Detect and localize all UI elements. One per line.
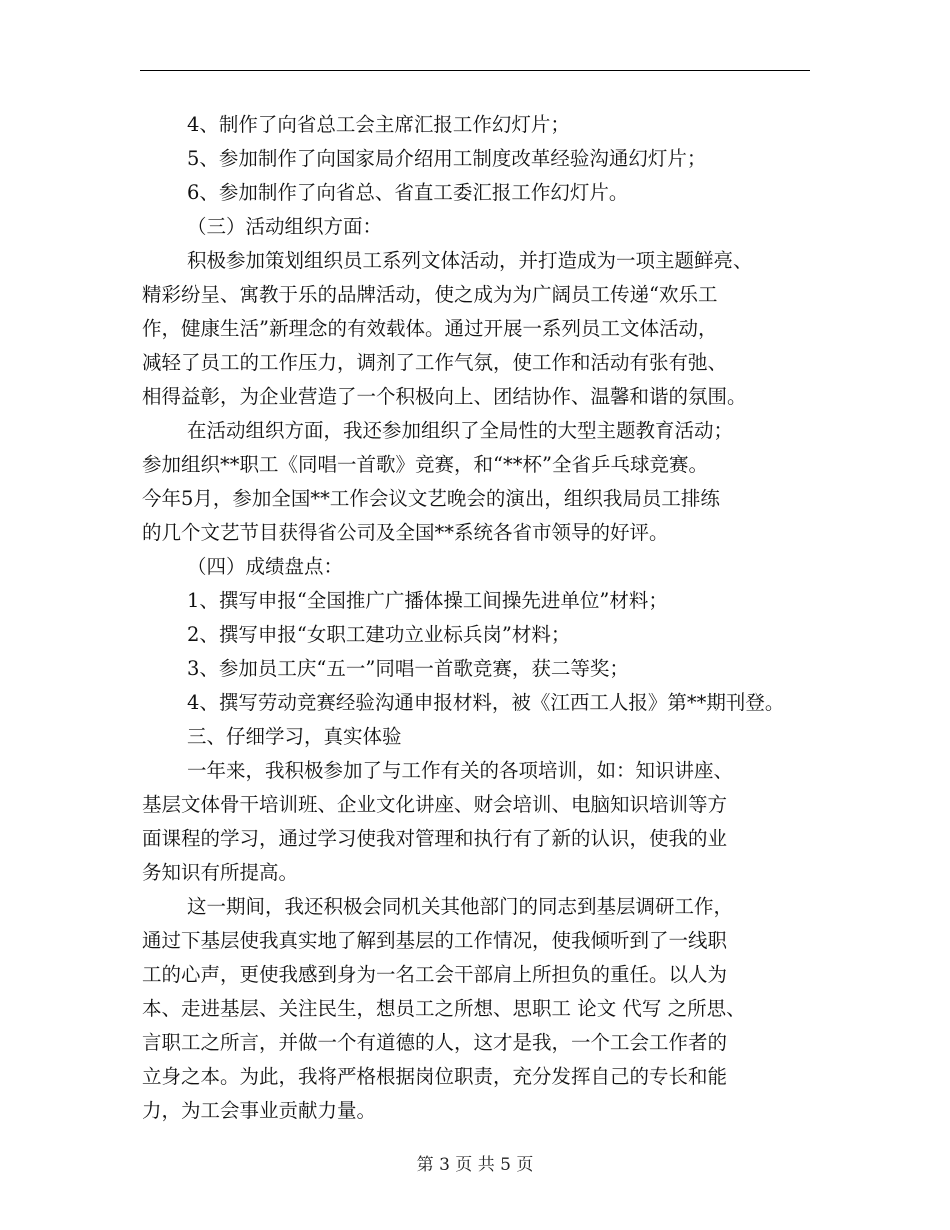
paragraph-line: 本、走进基层、关注民生，想员工之所想、思职工 论文 代写 之所思、	[142, 997, 746, 1020]
paragraph-line: 积极参加策划组织员工系列文体活动，并打造成为一项主题鲜亮、	[187, 249, 753, 272]
paragraph-line: 力，为工会事业贡献力量。	[142, 1099, 377, 1122]
header-rule	[140, 70, 810, 71]
list-item: 4、制作了向省总工会主席汇报工作幻灯片；	[187, 113, 570, 136]
paragraph-line: 工的心声，更使我感到身为一名工会干部肩上所担负的重任。以人为	[142, 963, 728, 986]
section-heading: （三）活动组织方面：	[187, 215, 383, 238]
paragraph-line: 通过下基层使我真实地了解到基层的工作情况，使我倾听到了一线职	[142, 929, 728, 952]
section-heading: 三、仔细学习，真实体验	[187, 725, 402, 748]
section-heading: （四）成绩盘点：	[187, 555, 344, 578]
paragraph-line: 的几个文艺节目获得省公司及全国**系统各省市领导的好评。	[142, 521, 669, 544]
paragraph-line: 立身之本。为此，我将严格根据岗位职责，充分发挥自己的专长和能	[142, 1065, 728, 1088]
paragraph-line: 相得益彰，为企业营造了一个积极向上、团结协作、温馨和谐的氛围。	[142, 385, 747, 408]
list-item: 1、撰写申报“全国推广广播体操工间操先进单位”材料；	[187, 589, 668, 612]
list-item: 6、参加制作了向省总、省直工委汇报工作幻灯片。	[187, 181, 629, 204]
paragraph-line: 精彩纷呈、寓教于乐的品牌活动，使之成为为广阔员工传递“欢乐工	[142, 283, 718, 306]
paragraph-line: 一年来，我积极参加了与工作有关的各项培训，如：知识讲座、	[187, 759, 734, 782]
list-item: 4、撰写劳动竞赛经验沟通申报材料，被《江西工人报》第**期刊登。	[187, 691, 785, 714]
page-footer: 第 3 页 共 5 页	[416, 1155, 534, 1175]
list-item: 3、参加员工庆“五一”同唱一首歌竞赛，获二等奖；	[187, 657, 629, 680]
paragraph-line: 在活动组织方面，我还参加组织了全局性的大型主题教育活动；	[187, 419, 734, 442]
list-item: 2、撰写申报“女职工建功立业标兵岗”材料；	[187, 623, 571, 646]
paragraph-line: 务知识有所提高。	[142, 861, 299, 884]
paragraph-line: 基层文体骨干培训班、企业文化讲座、财会培训、电脑知识培训等方	[142, 793, 728, 816]
paragraph-line: 作，健康生活”新理念的有效载体。通过开展一系列员工文体活动，	[142, 317, 718, 340]
paragraph-line: 言职工之所言，并做一个有道德的人，这才是我，一个工会工作者的	[142, 1031, 728, 1054]
paragraph-line: 今年5月，参加全国**工作会议文艺晚会的演出，组织我局员工排练	[142, 487, 720, 510]
list-item: 5、参加制作了向国家局介绍用工制度改革经验沟通幻灯片；	[187, 147, 707, 170]
paragraph-line: 面课程的学习，通过学习使我对管理和执行有了新的认识，使我的业	[142, 827, 728, 850]
paragraph-line: 参加组织**职工《同唱一首歌》竞赛，和“**杯”全省乒乓球竞赛。	[142, 453, 708, 476]
paragraph-line: 减轻了员工的工作压力，调剂了工作气氛，使工作和活动有张有弛、	[142, 351, 728, 374]
document-body	[142, 108, 810, 1128]
paragraph-line: 这一期间，我还积极会同机关其他部门的同志到基层调研工作，	[187, 895, 734, 918]
